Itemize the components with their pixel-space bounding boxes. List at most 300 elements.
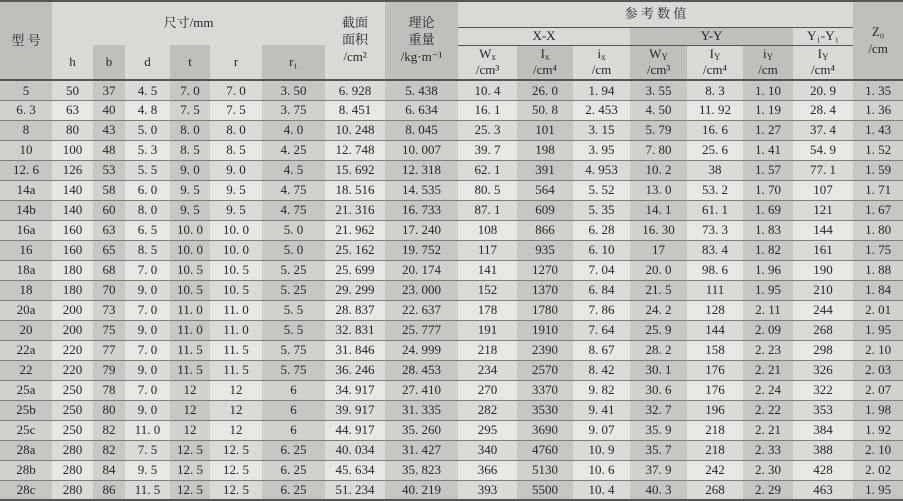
table-cell: 35. 9 [630,420,687,440]
table-cell: 6. 10 [573,240,630,260]
table-cell: 7. 64 [573,320,630,340]
table-cell: 10. 4 [573,480,630,500]
row-model-number: 28b [0,460,52,480]
table-row [0,180,903,200]
table-cell: 9. 5 [125,460,170,480]
table-cell: 280 [52,460,93,480]
table-cell: 3. 15 [573,120,630,140]
table-cell: 17. 240 [385,220,458,240]
table-cell: 218 [687,440,743,460]
table-cell: 7. 0 [125,380,170,400]
row-model-number: 25c [0,420,52,440]
col-header-iy-moment: $I_Y$ /cm⁴ [687,45,743,80]
table-cell: 53. 2 [687,180,743,200]
table-cell: 6 [262,400,325,420]
table-cell: 270 [458,380,517,400]
table-cell: 1370 [517,280,573,300]
table-row [0,280,903,300]
table-cell: 7. 0 [125,300,170,320]
table-cell: 1. 71 [853,180,903,200]
col-header-wx: $W_x$ /cm³ [458,45,517,80]
table-cell: 4. 75 [262,180,325,200]
table-cell: 10. 0 [170,240,210,260]
row-model-number: 14b [0,200,52,220]
table-cell: 218 [687,420,743,440]
table-cell: 5. 25 [262,260,325,280]
table-cell: 16. 30 [630,220,687,240]
table-cell: 7. 0 [170,80,210,100]
table-cell: 5130 [517,460,573,480]
table-cell: 268 [687,480,743,500]
table-cell: 40. 034 [325,440,385,460]
table-cell: 14. 1 [630,200,687,220]
table-cell: 295 [458,420,517,440]
table-cell: 935 [517,240,573,260]
table-cell: 6 [262,380,325,400]
table-cell: 24. 999 [385,340,458,360]
row-model-number: 18a [0,260,52,280]
row-model-number: 20 [0,320,52,340]
table-cell: 31. 335 [385,400,458,420]
row-model-number: 6. 3 [0,100,52,120]
table-cell: 4. 50 [630,100,687,120]
table-cell: 6. 25 [262,460,325,480]
table-cell: 6. 28 [573,220,630,240]
table-cell: 15. 692 [325,160,385,180]
header-row-groups [0,1,903,27]
table-cell: 144 [793,220,853,240]
table-cell: 1. 94 [573,80,630,100]
table-cell: 1. 83 [743,220,793,240]
table-cell: 10. 5 [210,280,262,300]
table-cell: 5. 438 [385,80,458,100]
table-cell: 2. 22 [743,400,793,420]
table-cell: 5. 79 [630,120,687,140]
row-model-number: 22 [0,360,52,380]
col-header-r: r [210,45,262,80]
table-cell: 7. 5 [210,100,262,120]
col-header-wy: $W_Y$ /cm³ [630,45,687,80]
table-cell: 6 [262,420,325,440]
group-header-axis-y1y1: Y₁-Y₁ [793,27,853,45]
table-cell: 11. 5 [125,480,170,500]
table-cell: 866 [517,220,573,240]
table-cell: 200 [52,300,93,320]
table-cell: 1. 95 [853,480,903,500]
group-header-dimensions-mm: 尺寸/mm [52,1,325,45]
table-cell: 25. 699 [325,260,385,280]
row-model-number: 28c [0,480,52,500]
table-cell: 190 [793,260,853,280]
table-cell: 1. 52 [853,140,903,160]
table-cell: 6. 0 [125,180,170,200]
table-cell: 12 [170,380,210,400]
table-cell: 61. 1 [687,200,743,220]
table-cell: 25. 6 [687,140,743,160]
table-cell: 1. 59 [853,160,903,180]
table-cell: 8. 0 [125,200,170,220]
table-row [0,260,903,280]
table-cell: 98. 6 [687,260,743,280]
row-model-number: 22a [0,340,52,360]
table-cell: 50. 8 [517,100,573,120]
table-cell: 9. 0 [125,280,170,300]
row-model-number: 20a [0,300,52,320]
table-cell: 280 [52,440,93,460]
table-row [0,300,903,320]
table-cell: 463 [793,480,853,500]
table-cell: 250 [52,400,93,420]
table-cell: 3530 [517,400,573,420]
table-row [0,220,903,240]
table-cell: 10. 4 [458,80,517,100]
table-cell: 1. 67 [853,200,903,220]
table-cell: 87. 1 [458,200,517,220]
table-cell: 198 [517,140,573,160]
table-cell: 9. 0 [125,400,170,420]
table-cell: 21. 316 [325,200,385,220]
table-cell: 322 [793,380,853,400]
table-cell: 21. 962 [325,220,385,240]
table-cell: 161 [793,240,853,260]
table-cell: 280 [52,480,93,500]
table-cell: 8. 0 [170,120,210,140]
table-cell: 298 [793,340,853,360]
table-cell: 268 [793,320,853,340]
table-cell: 16. 6 [687,120,743,140]
table-cell: 609 [517,200,573,220]
table-cell: 6. 25 [262,480,325,500]
table-row [0,420,903,440]
table-cell: 39. 917 [325,400,385,420]
row-model-number: 28a [0,440,52,460]
col-header-iy1-moment: $I_Y$ /cm⁴ [793,45,853,80]
table-cell: 12 [210,400,262,420]
table-cell: 176 [687,380,743,400]
table-cell: 28. 4 [793,100,853,120]
row-model-number: 8 [0,120,52,140]
table-cell: 178 [458,300,517,320]
table-cell: 2. 09 [743,320,793,340]
table-cell: 1. 75 [853,240,903,260]
table-cell: 82 [93,420,125,440]
table-cell: 8. 42 [573,360,630,380]
table-cell: 34. 917 [325,380,385,400]
table-cell: 234 [458,360,517,380]
table-cell: 1. 27 [743,120,793,140]
table-cell: 65 [93,240,125,260]
row-model-number: 5 [0,80,52,100]
table-cell: 1. 88 [853,260,903,280]
table-cell: 11. 0 [125,420,170,440]
table-cell: 11. 0 [210,300,262,320]
table-cell: 5. 0 [262,240,325,260]
col-header-r1: r₁ [262,45,325,80]
table-cell: 1. 10 [743,80,793,100]
table-cell: 20. 9 [793,80,853,100]
table-cell: 1. 57 [743,160,793,180]
table-cell: 45. 634 [325,460,385,480]
table-cell: 1. 95 [853,320,903,340]
table-cell: 12. 748 [325,140,385,160]
col-header-section-area: 截面 面积 /cm² [325,1,385,80]
row-model-number: 14a [0,180,52,200]
row-model-number: 25a [0,380,52,400]
table-cell: 4. 0 [262,120,325,140]
table-cell: 1. 96 [743,260,793,280]
table-cell: 152 [458,280,517,300]
table-cell: 1. 70 [743,180,793,200]
table-cell: 4. 5 [125,80,170,100]
table-cell: 8. 3 [687,80,743,100]
table-cell: 3. 55 [630,80,687,100]
table-cell: 10. 2 [630,160,687,180]
table-cell: 9. 5 [170,180,210,200]
table-cell: 35. 260 [385,420,458,440]
spec-table-body [0,80,903,500]
table-row [0,240,903,260]
table-cell: 8. 5 [210,140,262,160]
table-cell: 27. 410 [385,380,458,400]
table-cell: 53 [93,160,125,180]
col-header-iy-radius: $i_Y$ /cm [743,45,793,80]
table-cell: 8. 045 [385,120,458,140]
table-cell: 12 [210,380,262,400]
table-row [0,80,903,100]
table-cell: 196 [687,400,743,420]
table-cell: 5. 0 [262,220,325,240]
table-row [0,160,903,180]
table-row [0,100,903,120]
table-cell: 9. 5 [170,200,210,220]
table-cell: 16. 733 [385,200,458,220]
table-cell: 75 [93,320,125,340]
table-cell: 12 [210,420,262,440]
table-row [0,460,903,480]
table-cell: 7. 04 [573,260,630,280]
table-cell: 1. 35 [853,80,903,100]
table-cell: 63 [93,220,125,240]
row-model-number: 25b [0,400,52,420]
table-cell: 28. 453 [385,360,458,380]
table-cell: 9. 0 [125,360,170,380]
table-cell: 25. 9 [630,320,687,340]
table-cell: 6. 5 [125,220,170,240]
col-header-z0: Z₀ /cm [853,1,903,80]
table-cell: 2. 30 [743,460,793,480]
table-cell: 4. 5 [262,160,325,180]
table-cell: 117 [458,240,517,260]
table-cell: 73. 3 [687,220,743,240]
table-cell: 2. 03 [853,360,903,380]
table-cell: 50 [52,80,93,100]
table-cell: 5. 0 [125,120,170,140]
table-cell: 353 [793,400,853,420]
table-cell: 5. 5 [262,320,325,340]
table-cell: 144 [687,320,743,340]
col-header-ix-moment: $I_x$ /cm⁴ [517,45,573,80]
table-cell: 388 [793,440,853,460]
table-cell: 83. 4 [687,240,743,260]
table-cell: 1. 36 [853,100,903,120]
table-cell: 80 [52,120,93,140]
table-cell: 10. 0 [170,220,210,240]
table-cell: 7. 5 [125,440,170,460]
table-cell: 12. 5 [170,460,210,480]
table-cell: 220 [52,340,93,360]
table-cell: 8. 0 [210,120,262,140]
table-cell: 17 [630,240,687,260]
table-cell: 160 [52,240,93,260]
table-cell: 8. 5 [170,140,210,160]
table-row [0,440,903,460]
table-cell: 25. 777 [385,320,458,340]
table-cell: 8. 5 [125,240,170,260]
table-cell: 242 [687,460,743,480]
table-cell: 38 [687,160,743,180]
col-header-theoretical-weight: 理论 重量 /kg·m⁻¹ [385,1,458,80]
table-cell: 39. 7 [458,140,517,160]
table-cell: 11. 5 [170,340,210,360]
table-cell: 58 [93,180,125,200]
table-cell: 1910 [517,320,573,340]
table-cell: 1. 19 [743,100,793,120]
table-cell: 4760 [517,440,573,460]
table-cell: 9. 07 [573,420,630,440]
table-cell: 180 [52,260,93,280]
table-cell: 25. 162 [325,240,385,260]
table-cell: 107 [793,180,853,200]
table-cell: 12. 5 [210,440,262,460]
table-cell: 28. 837 [325,300,385,320]
table-cell: 29. 299 [325,280,385,300]
table-cell: 2. 07 [853,380,903,400]
table-cell: 51. 234 [325,480,385,500]
table-cell: 70 [93,280,125,300]
table-cell: 20. 174 [385,260,458,280]
table-cell: 30. 6 [630,380,687,400]
col-header-model: 型 号 [0,1,52,80]
table-cell: 3370 [517,380,573,400]
table-cell: 1. 41 [743,140,793,160]
table-cell: 2. 21 [743,420,793,440]
table-cell: 60 [93,200,125,220]
table-cell: 3. 75 [262,100,325,120]
table-cell: 3690 [517,420,573,440]
table-cell: 191 [458,320,517,340]
table-cell: 2390 [517,340,573,360]
table-cell: 79 [93,360,125,380]
table-cell: 40. 219 [385,480,458,500]
table-cell: 30. 1 [630,360,687,380]
table-cell: 158 [687,340,743,360]
table-cell: 25. 3 [458,120,517,140]
table-cell: 19. 752 [385,240,458,260]
table-cell: 12. 5 [170,480,210,500]
row-model-number: 10 [0,140,52,160]
table-cell: 100 [52,140,93,160]
table-cell: 10. 5 [210,260,262,280]
table-cell: 4. 25 [262,140,325,160]
table-cell: 32. 7 [630,400,687,420]
table-cell: 11. 0 [210,320,262,340]
table-cell: 12 [170,420,210,440]
table-cell: 7. 80 [630,140,687,160]
table-cell: 18. 516 [325,180,385,200]
table-cell: 4. 953 [573,160,630,180]
table-cell: 54. 9 [793,140,853,160]
table-cell: 5500 [517,480,573,500]
table-cell: 9. 5 [210,180,262,200]
table-cell: 3. 50 [262,80,325,100]
table-cell: 7. 86 [573,300,630,320]
row-model-number: 12. 6 [0,160,52,180]
table-cell: 2. 10 [853,440,903,460]
table-cell: 5. 3 [125,140,170,160]
table-cell: 28. 2 [630,340,687,360]
table-row [0,360,903,380]
table-cell: 73 [93,300,125,320]
table-cell: 9. 0 [125,320,170,340]
table-cell: 3. 95 [573,140,630,160]
table-cell: 141 [458,260,517,280]
table-cell: 5. 75 [262,360,325,380]
table-cell: 63 [52,100,93,120]
row-model-number: 18 [0,280,52,300]
table-cell: 84 [93,460,125,480]
table-header [0,1,903,80]
table-cell: 8. 67 [573,340,630,360]
table-cell: 10. 6 [573,460,630,480]
table-cell: 2. 10 [853,340,903,360]
table-cell: 10. 5 [170,260,210,280]
table-cell: 37. 4 [793,120,853,140]
table-cell: 101 [517,120,573,140]
table-cell: 6. 634 [385,100,458,120]
table-cell: 11. 5 [210,340,262,360]
table-cell: 1. 95 [743,280,793,300]
table-cell: 77. 1 [793,160,853,180]
table-cell: 2. 02 [853,460,903,480]
table-cell: 12. 318 [385,160,458,180]
table-cell: 23. 000 [385,280,458,300]
table-row [0,340,903,360]
table-cell: 12. 5 [210,460,262,480]
table-cell: 2. 453 [573,100,630,120]
table-cell: 140 [52,200,93,220]
table-row [0,120,903,140]
table-cell: 12. 5 [170,440,210,460]
table-cell: 121 [793,200,853,220]
table-cell: 5. 35 [573,200,630,220]
table-cell: 77 [93,340,125,360]
table-cell: 37. 9 [630,460,687,480]
table-cell: 40 [93,100,125,120]
table-cell: 11. 0 [170,300,210,320]
table-cell: 1. 98 [853,400,903,420]
table-cell: 282 [458,400,517,420]
table-cell: 48 [93,140,125,160]
table-cell: 6. 84 [573,280,630,300]
table-cell: 9. 5 [210,200,262,220]
table-cell: 24. 2 [630,300,687,320]
table-cell: 366 [458,460,517,480]
table-cell: 31. 846 [325,340,385,360]
table-cell: 210 [793,280,853,300]
table-cell: 391 [517,160,573,180]
table-cell: 564 [517,180,573,200]
table-cell: 2. 24 [743,380,793,400]
